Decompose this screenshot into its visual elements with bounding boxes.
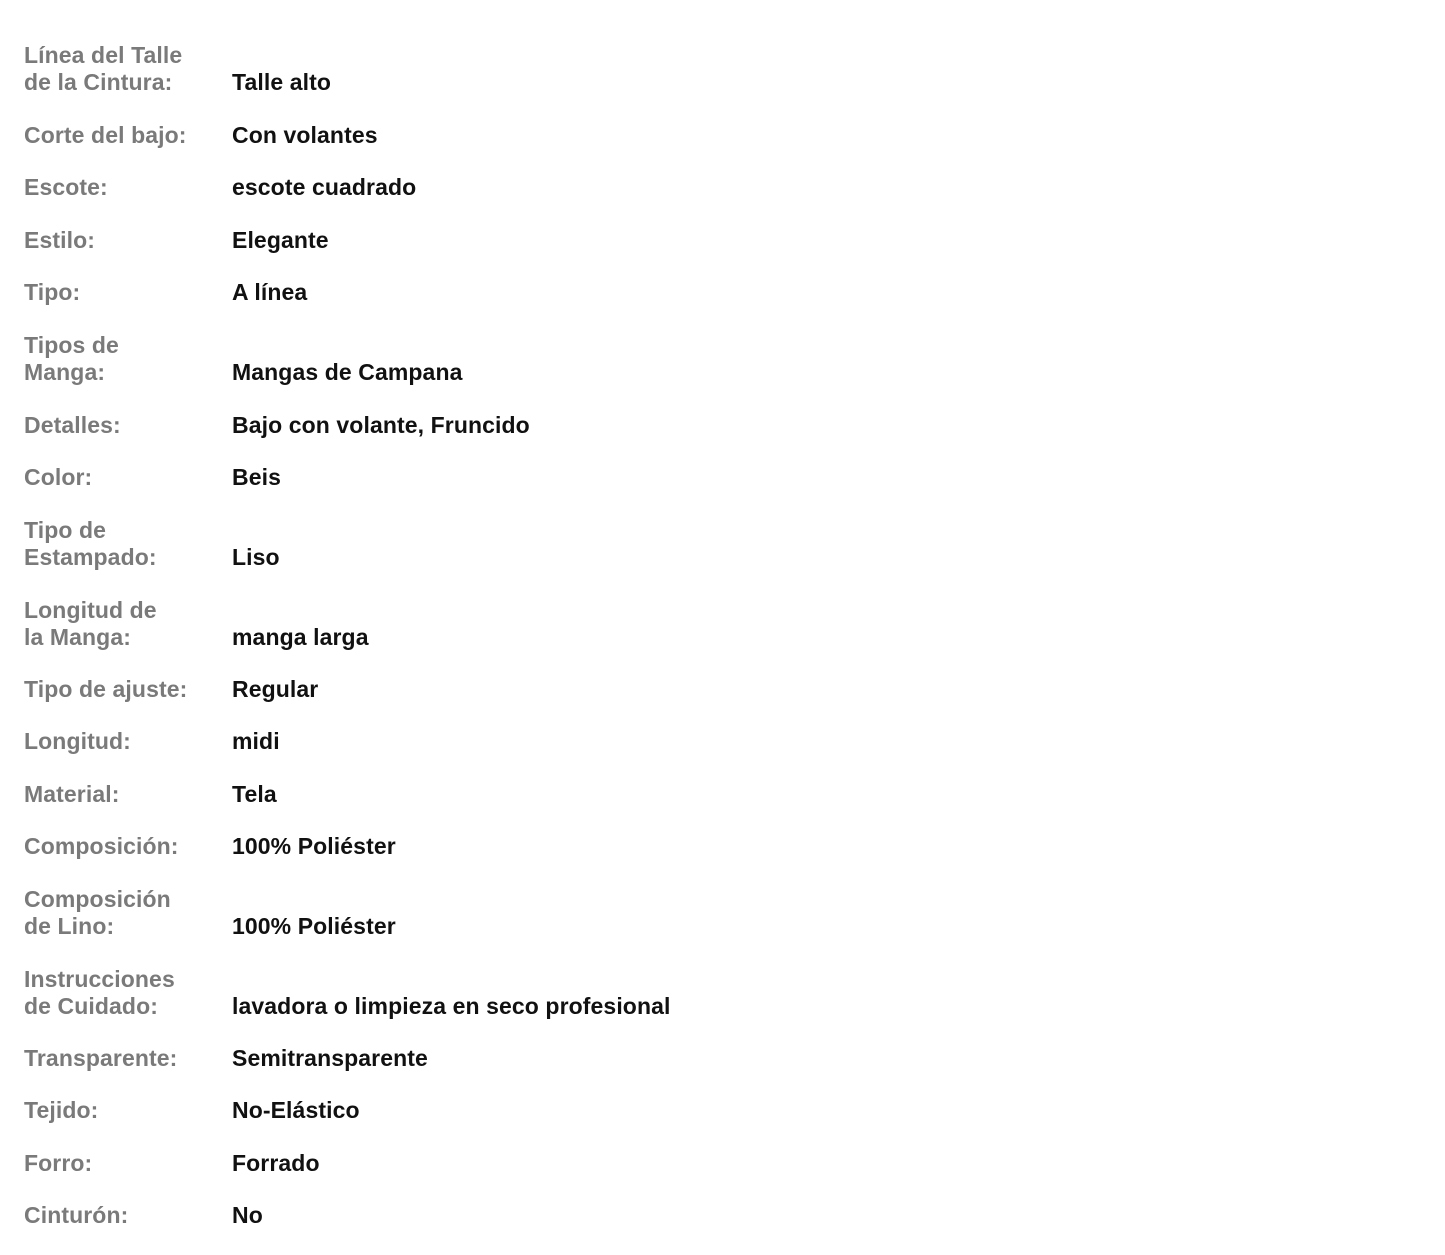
spec-label-hem-shaped: Corte del bajo: <box>24 122 187 148</box>
spec-value-details: Bajo con volante, Fruncido <box>232 412 530 438</box>
spec-row-lining <box>24 1149 1424 1177</box>
spec-value-lining-composition: 100% Poliéster <box>232 913 396 939</box>
spec-row-neckline <box>24 173 1424 201</box>
spec-row-sleeve-type <box>24 330 1424 386</box>
spec-row-type <box>24 278 1424 306</box>
spec-value-care-instructions: lavadora o limpieza en seco profesional <box>232 993 671 1019</box>
spec-value-hem-shaped: Con volantes <box>232 122 378 148</box>
spec-row-fabric <box>24 1096 1424 1124</box>
spec-label-fit-type: Tipo de ajuste: <box>24 676 188 702</box>
spec-value-sleeve-length: manga larga <box>232 624 369 650</box>
spec-label-type: Tipo: <box>24 279 81 305</box>
spec-value-type: A línea <box>232 279 308 305</box>
spec-row-material <box>24 780 1424 808</box>
spec-row-care-instructions <box>24 964 1424 1020</box>
spec-value-neckline: escote cuadrado <box>232 174 417 200</box>
spec-row-style <box>24 226 1424 254</box>
spec-value-sheer: Semitransparente <box>232 1045 428 1071</box>
spec-value-fit-type: Regular <box>232 676 319 702</box>
spec-label-length: Longitud: <box>24 728 131 754</box>
spec-row-lining-composition <box>24 884 1424 940</box>
spec-row-composition <box>24 832 1424 860</box>
spec-label-style: Estilo: <box>24 227 95 253</box>
spec-label-lining: Forro: <box>24 1150 93 1176</box>
spec-value-belt: No <box>232 1202 263 1228</box>
spec-label-belt: Cinturón: <box>24 1202 129 1228</box>
spec-label-neckline: Escote: <box>24 174 108 200</box>
spec-value-sleeve-type: Mangas de Campana <box>232 359 463 385</box>
spec-row-length <box>24 727 1424 755</box>
spec-value-lining: Forrado <box>232 1150 320 1176</box>
spec-label-care-instructions: Instrucciones de Cuidado: <box>24 966 175 1019</box>
spec-label-color: Color: <box>24 464 93 490</box>
spec-row-hem-shaped <box>24 121 1424 149</box>
spec-row-sleeve-length <box>24 595 1424 651</box>
spec-label-waistline: Línea del Talle de la Cintura: <box>24 42 183 95</box>
spec-row-pattern-type <box>24 515 1424 571</box>
spec-label-sleeve-type: Tipos de Manga: <box>24 332 119 385</box>
spec-row-details <box>24 411 1424 439</box>
spec-value-composition: 100% Poliéster <box>232 833 396 859</box>
spec-value-fabric: No-Elástico <box>232 1097 360 1123</box>
spec-value-length: midi <box>232 728 280 754</box>
spec-value-color: Beis <box>232 464 281 490</box>
spec-label-lining-composition: Composición de Lino: <box>24 886 171 939</box>
spec-value-pattern-type: Liso <box>232 544 280 570</box>
spec-row-waistline <box>24 40 1424 96</box>
spec-label-composition: Composición: <box>24 833 179 859</box>
spec-label-sleeve-length: Longitud de la Manga: <box>24 597 157 650</box>
spec-row-color <box>24 463 1424 491</box>
spec-value-waistline: Talle alto <box>232 69 331 95</box>
spec-label-pattern-type: Tipo de Estampado: <box>24 517 157 570</box>
spec-row-sheer <box>24 1044 1424 1072</box>
spec-row-fit-type <box>24 675 1424 703</box>
spec-row-belt <box>24 1201 1424 1229</box>
spec-label-fabric: Tejido: <box>24 1097 99 1123</box>
spec-value-material: Tela <box>232 781 277 807</box>
spec-label-details: Detalles: <box>24 412 121 438</box>
spec-label-material: Material: <box>24 781 120 807</box>
spec-label-sheer: Transparente: <box>24 1045 178 1071</box>
spec-value-style: Elegante <box>232 227 329 253</box>
